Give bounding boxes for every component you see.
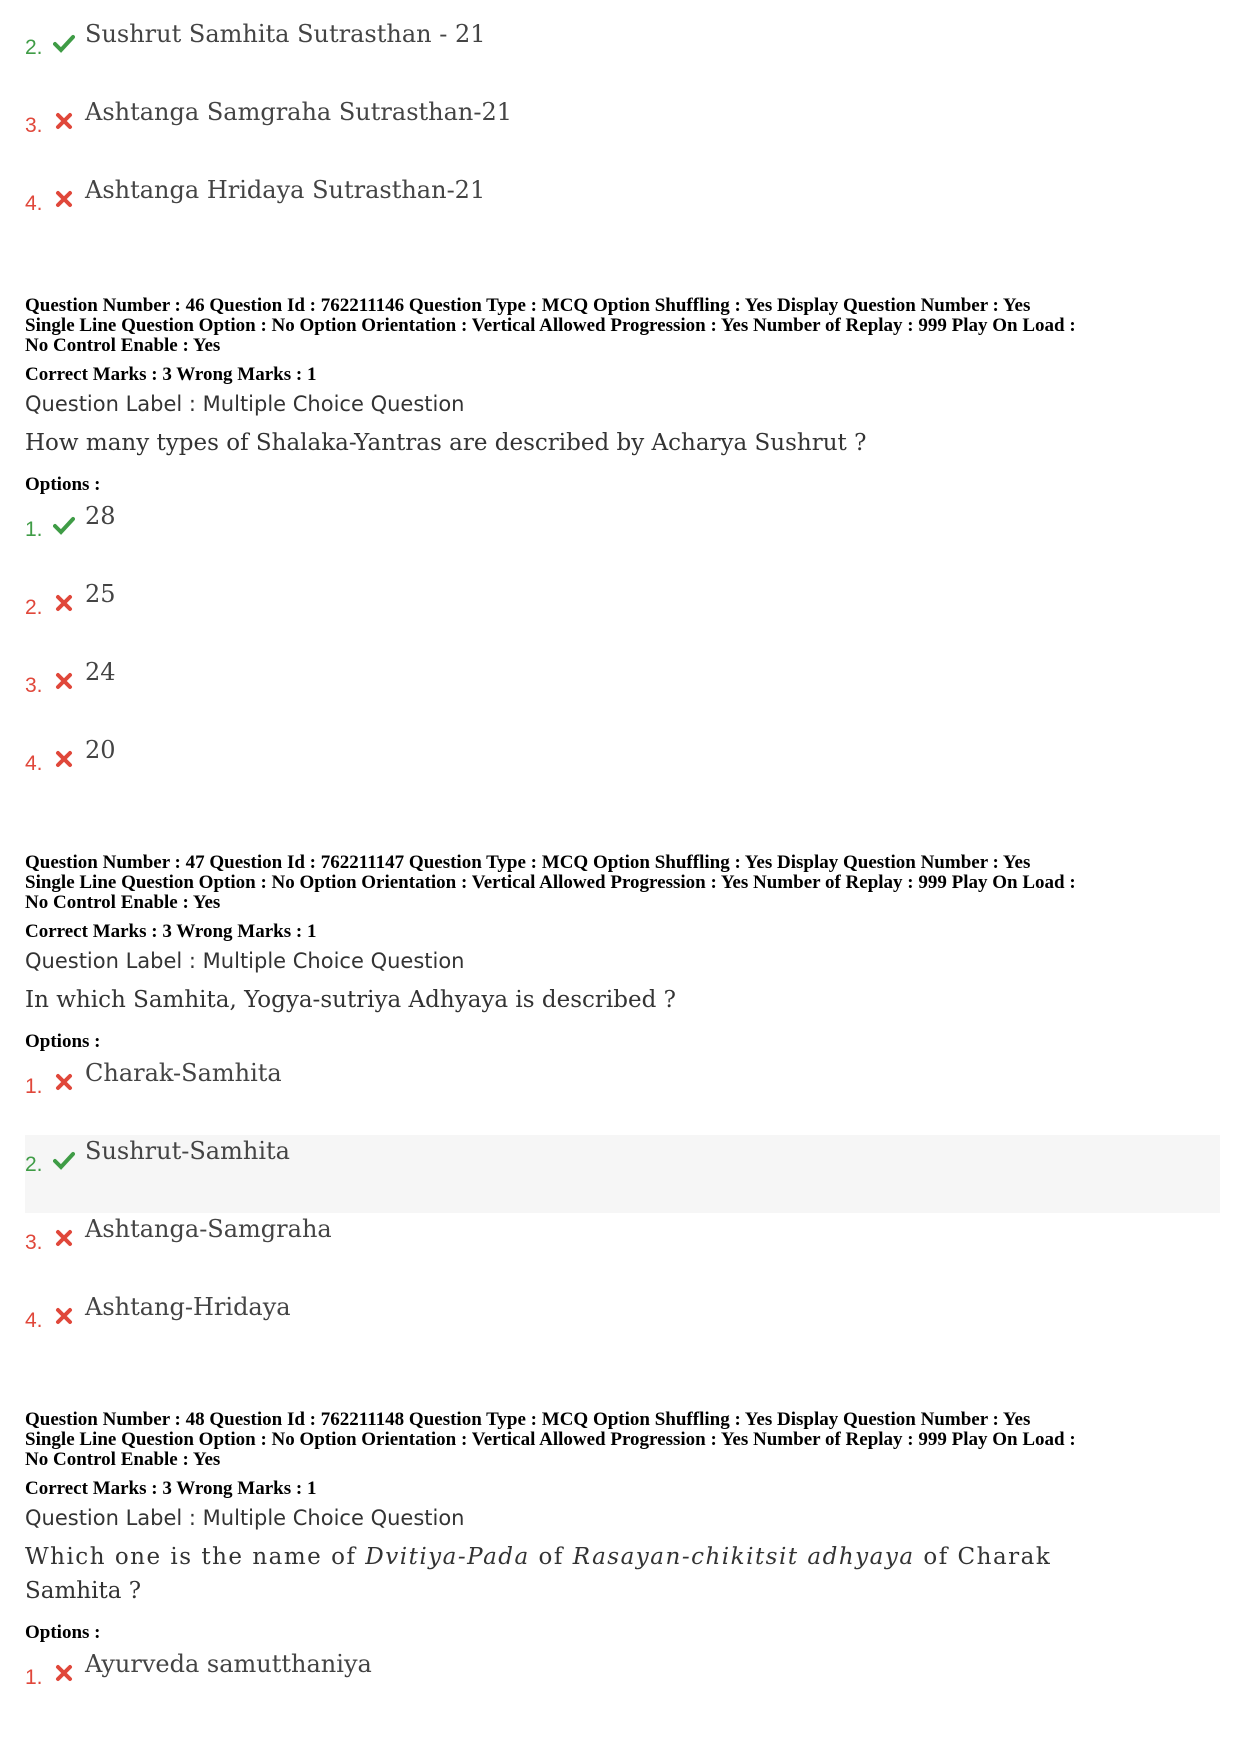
option-text: Ashtanga Samgraha Sutrasthan-21 [85, 98, 513, 126]
question-text [25, 1540, 1220, 1608]
option-item [25, 1291, 1220, 1369]
option-text: 25 [85, 580, 116, 608]
meta-line: Question Number : 48 Question Id : 762211148 Question Type : MCQ Option Shuffling : Yes Display Question Number : Yes [25, 1409, 1031, 1430]
check-icon [53, 1149, 75, 1171]
question-text-part: of [529, 1544, 573, 1570]
option-number: 4. [25, 192, 43, 215]
question-meta [25, 853, 1220, 913]
option-item [25, 578, 1220, 656]
meta-line: Question Number : 46 Question Id : 762211146 Question Type : MCQ Option Shuffling : Yes Display Question Number : Yes [25, 295, 1031, 316]
cross-icon [53, 188, 75, 210]
option-text: 20 [85, 736, 116, 764]
option-number: 3. [25, 114, 43, 137]
question-block-46 [25, 296, 1220, 812]
option-text: Charak-Samhita [85, 1059, 282, 1087]
option-number: 2. [25, 1153, 43, 1176]
option-item [25, 1057, 1220, 1135]
meta-line: No Control Enable : Yes [25, 1449, 221, 1470]
top-options [25, 18, 1220, 252]
question-block-47 [25, 853, 1220, 1369]
meta-line: Single Line Question Option : No Option Orientation : Vertical Allowed Progression : Yes Number of Replay : 999 Play On Load : [25, 872, 1076, 893]
question-text: In which Samhita, Yogya-sutriya Adhyaya is described ? [25, 987, 676, 1013]
meta-line: Single Line Question Option : No Option Orientation : Vertical Allowed Progression : Yes Number of Replay : 999 Play On Load : [25, 1429, 1076, 1450]
option-item [25, 734, 1220, 812]
cross-icon [53, 1305, 75, 1327]
option-number: 1. [25, 1666, 43, 1689]
option-text: Sushrut-Samhita [85, 1137, 290, 1165]
question-text-part: Which one is the name of [25, 1544, 366, 1570]
option-text: 24 [85, 658, 116, 686]
options-label: Options : [25, 1031, 101, 1052]
cross-icon [53, 1662, 75, 1684]
question-marks: Correct Marks : 3 Wrong Marks : 1 [25, 1478, 317, 1499]
cross-icon [53, 748, 75, 770]
option-item [25, 500, 1220, 578]
question-block-48 [25, 1410, 1220, 1726]
question-marks: Correct Marks : 3 Wrong Marks : 1 [25, 364, 317, 385]
option-text: Ashtang-Hridaya [85, 1293, 291, 1321]
option-number: 1. [25, 1075, 43, 1098]
question-label: Question Label : Multiple Choice Question [25, 949, 465, 973]
cross-icon [53, 1227, 75, 1249]
question-text-part: Samhita ? [25, 1578, 142, 1604]
meta-line: No Control Enable : Yes [25, 892, 221, 913]
option-text: Sushrut Samhita Sutrasthan - 21 [85, 20, 486, 48]
cross-icon [53, 110, 75, 132]
option-item [25, 1648, 1220, 1726]
question-marks: Correct Marks : 3 Wrong Marks : 1 [25, 921, 317, 942]
option-item [25, 656, 1220, 734]
question-text-part: of Charak [914, 1544, 1052, 1570]
option-text: Ayurveda samutthaniya [85, 1650, 372, 1678]
question-meta [25, 296, 1220, 356]
option-item [25, 96, 1220, 174]
option-item [25, 1135, 1220, 1213]
options-label: Options : [25, 474, 101, 495]
check-icon [53, 32, 75, 54]
meta-line: No Control Enable : Yes [25, 335, 221, 356]
option-number: 1. [25, 518, 43, 541]
option-number: 4. [25, 1309, 43, 1332]
question-text-italic: Rasayan-chikitsit adhyaya [572, 1544, 915, 1570]
question-text: How many types of Shalaka-Yantras are described by Acharya Sushrut ? [25, 430, 867, 456]
cross-icon [53, 670, 75, 692]
meta-line: Question Number : 47 Question Id : 762211147 Question Type : MCQ Option Shuffling : Yes Display Question Number : Yes [25, 852, 1031, 873]
question-label: Question Label : Multiple Choice Question [25, 1506, 465, 1530]
option-item [25, 174, 1220, 252]
option-number: 3. [25, 674, 43, 697]
meta-line: Single Line Question Option : No Option Orientation : Vertical Allowed Progression : Yes Number of Replay : 999 Play On Load : [25, 315, 1076, 336]
option-number: 3. [25, 1231, 43, 1254]
option-text: 28 [85, 502, 116, 530]
option-number: 2. [25, 36, 43, 59]
option-item [25, 18, 1220, 96]
cross-icon [53, 1071, 75, 1093]
question-meta [25, 1410, 1220, 1470]
check-icon [53, 514, 75, 536]
option-text: Ashtanga-Samgraha [85, 1215, 332, 1243]
cross-icon [53, 592, 75, 614]
question-text-italic: Dvitiya-Pada [365, 1544, 530, 1570]
option-item [25, 1213, 1220, 1291]
question-label: Question Label : Multiple Choice Question [25, 392, 465, 416]
option-number: 4. [25, 752, 43, 775]
options-label: Options : [25, 1622, 101, 1643]
option-number: 2. [25, 596, 43, 619]
option-text: Ashtanga Hridaya Sutrasthan-21 [85, 176, 486, 204]
